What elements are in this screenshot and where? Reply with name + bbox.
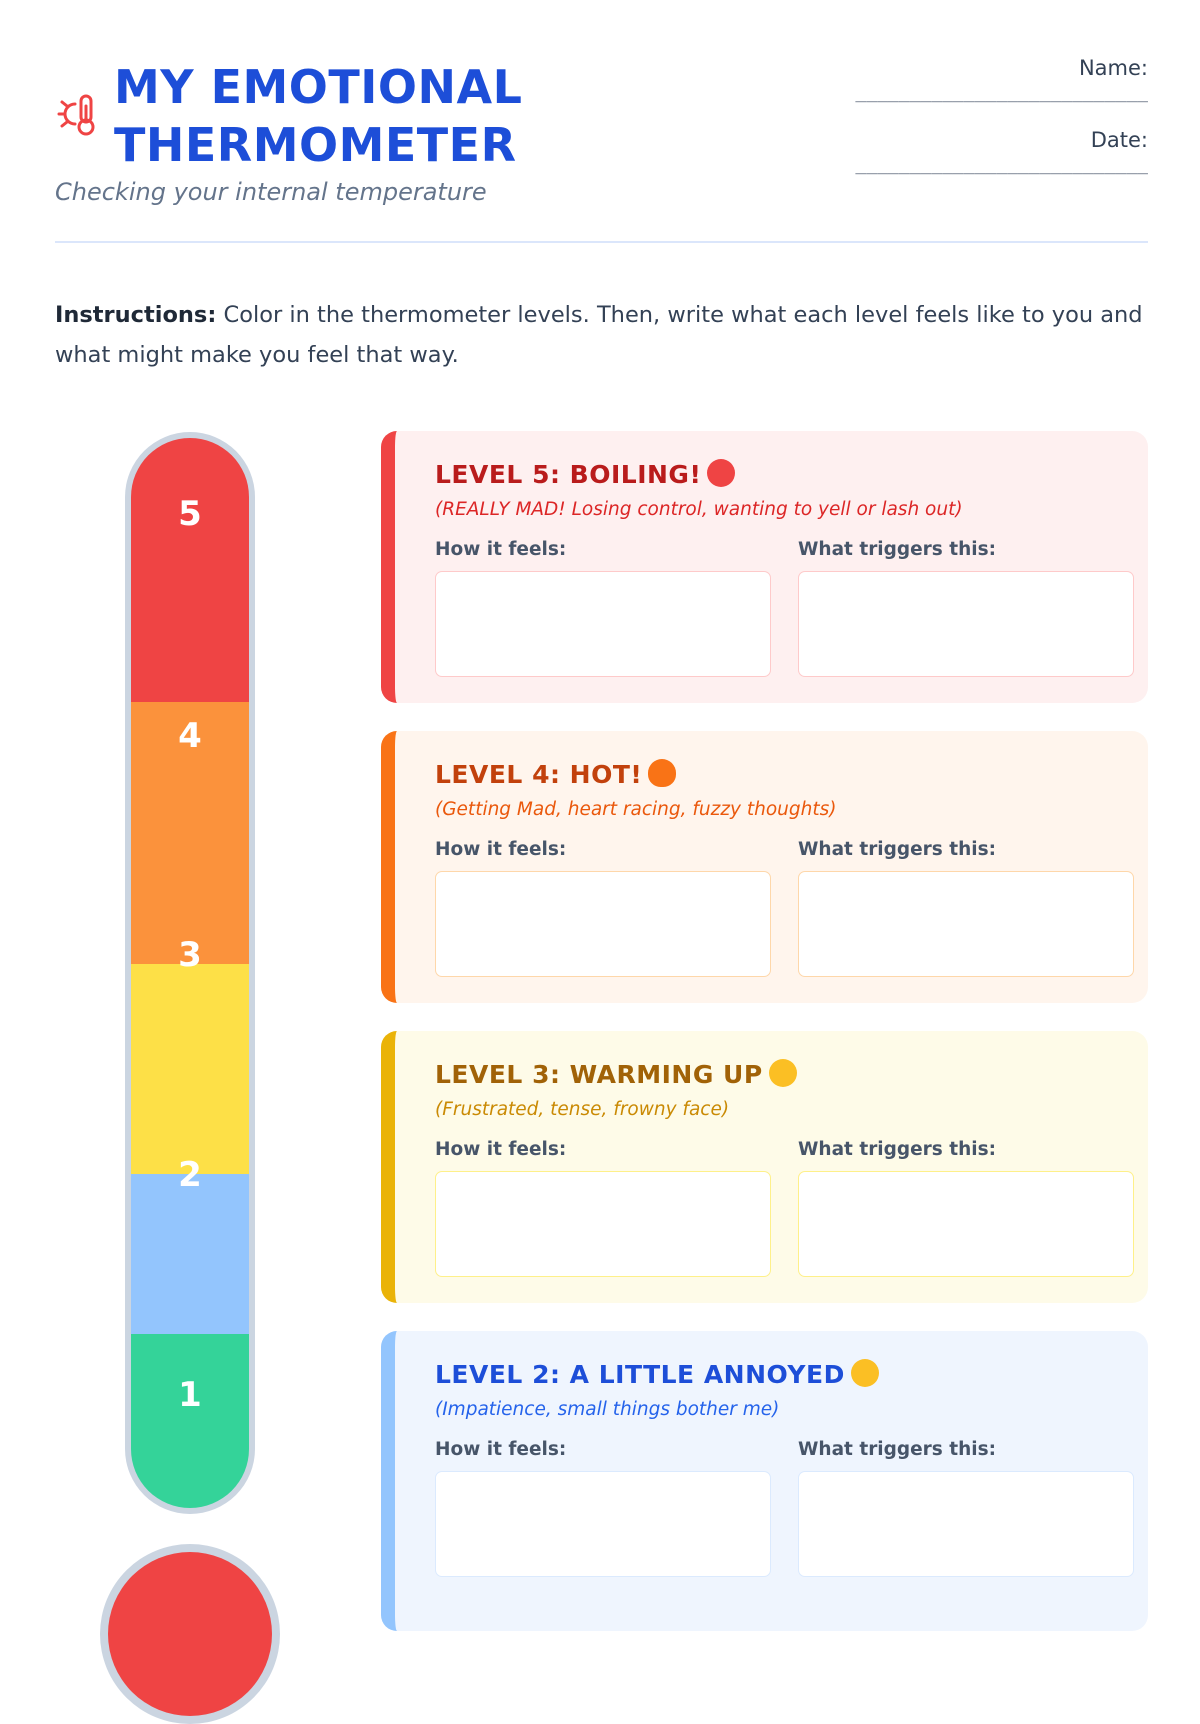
page-subtitle: Checking your internal temperature: [55, 178, 487, 206]
triggers-label: What triggers this:: [798, 1139, 997, 1160]
level-number-4: 4: [178, 716, 202, 756]
level-3-segment[interactable]: [131, 964, 249, 1174]
level-number-2: 2: [178, 1155, 202, 1195]
level-title-text: LEVEL 5: BOILING!: [435, 460, 702, 489]
date-line[interactable]: ___________________________: [855, 154, 1148, 175]
feels-label: How it feels:: [435, 539, 567, 560]
level-2-card: [381, 1331, 1148, 1631]
triggers-input[interactable]: [798, 1171, 1134, 1277]
header-divider: [55, 241, 1148, 243]
triggers-input[interactable]: [798, 871, 1134, 977]
level-2-segment[interactable]: [131, 1174, 249, 1334]
level-1-segment[interactable]: [131, 1334, 249, 1508]
date-field[interactable]: [828, 128, 1148, 175]
level-description: (Impatience, small things bother me): [435, 1399, 780, 1420]
angry-face-icon: [707, 459, 735, 487]
name-field[interactable]: [828, 56, 1148, 103]
level-number-3: 3: [178, 935, 202, 975]
triggers-label: What triggers this:: [798, 539, 997, 560]
level-number-1: 1: [178, 1375, 202, 1415]
feels-input[interactable]: [435, 571, 771, 677]
unamused-face-icon: [851, 1359, 879, 1387]
level-title: [435, 1059, 797, 1089]
thermometer-bulb: [100, 1544, 280, 1724]
title-line-1: MY EMOTIONAL: [114, 60, 523, 114]
thermometer-bulb-fill: [108, 1552, 272, 1716]
level-number-5: 5: [178, 494, 202, 534]
level-3-card: [381, 1031, 1148, 1303]
level-4-card: [381, 731, 1148, 1003]
steam-face-icon: [769, 1059, 797, 1087]
instructions: [55, 295, 1155, 375]
page-title: [114, 58, 522, 174]
level-title-text: LEVEL 2: A LITTLE ANNOYED: [435, 1360, 845, 1389]
feels-input[interactable]: [435, 1171, 771, 1277]
fire-icon: [648, 759, 676, 787]
level-description: (REALLY MAD! Losing control, wanting to yell or lash out): [435, 499, 963, 520]
thermometer-icon: [55, 92, 101, 138]
instructions-text: Color in the thermometer levels. Then, write what each level feels like to you and what might make you feel that way.: [55, 302, 1143, 368]
level-title-text: LEVEL 3: WARMING UP: [435, 1060, 763, 1089]
level-title-text: LEVEL 4: HOT!: [435, 760, 643, 789]
triggers-label: What triggers this:: [798, 839, 997, 860]
feels-label: How it feels:: [435, 839, 567, 860]
level-title: [435, 459, 735, 489]
feels-input[interactable]: [435, 1471, 771, 1577]
level-title: [435, 1359, 879, 1389]
title-line-2: THERMOMETER: [114, 118, 517, 172]
level-5-card: [381, 431, 1148, 703]
feels-input[interactable]: [435, 871, 771, 977]
feels-label: How it feels:: [435, 1139, 567, 1160]
level-description: (Frustrated, tense, frowny face): [435, 1099, 730, 1120]
level-description: (Getting Mad, heart racing, fuzzy thoughts): [435, 799, 837, 820]
level-5-segment[interactable]: [131, 438, 249, 702]
level-title: [435, 759, 676, 789]
triggers-input[interactable]: [798, 571, 1134, 677]
triggers-label: What triggers this:: [798, 1439, 997, 1460]
feels-label: How it feels:: [435, 1439, 567, 1460]
name-label: Name:: [1078, 56, 1148, 80]
instructions-lead: Instructions:: [55, 302, 217, 328]
date-label: Date:: [1090, 128, 1148, 152]
triggers-input[interactable]: [798, 1471, 1134, 1577]
name-line[interactable]: ___________________________: [855, 82, 1148, 103]
